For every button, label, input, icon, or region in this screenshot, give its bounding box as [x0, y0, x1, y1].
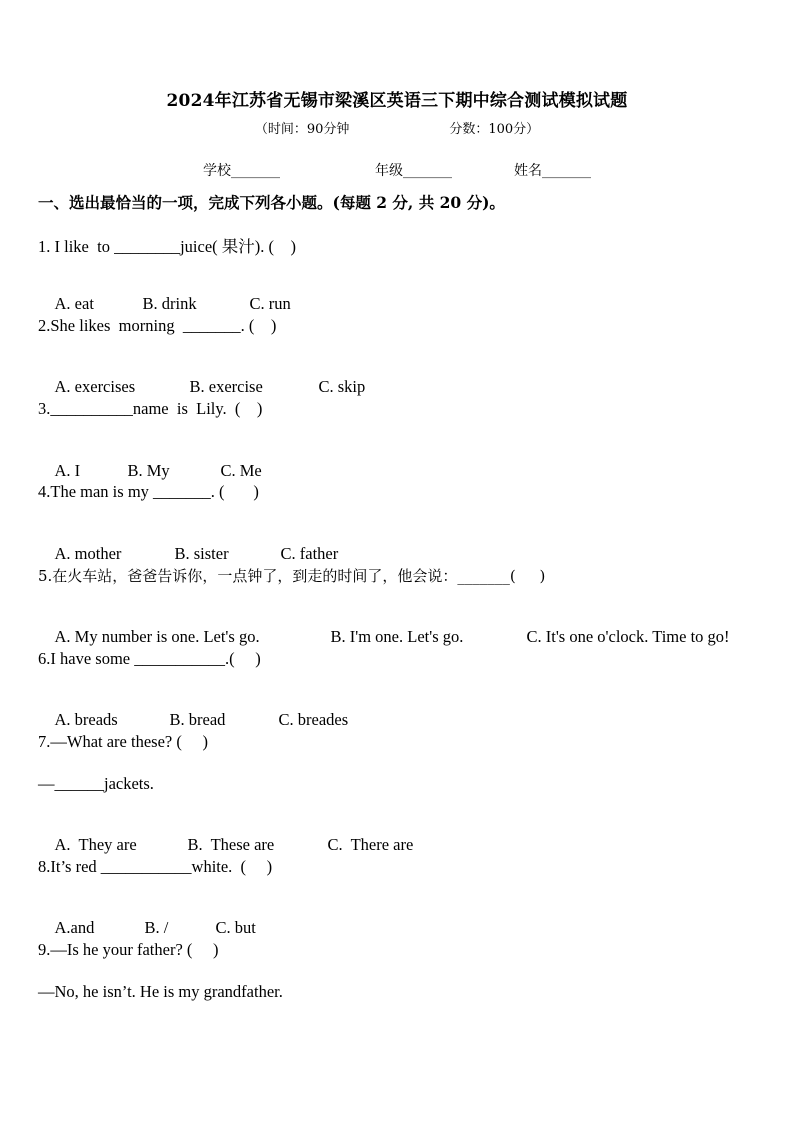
- option-b: B. exercise: [189, 377, 263, 396]
- option-c: C. father: [280, 544, 339, 563]
- option-b: B. drink: [142, 294, 197, 313]
- option-c: C. run: [249, 294, 291, 313]
- exam-meta: [0, 118, 794, 137]
- option-a: A. mother: [54, 544, 122, 563]
- school-field: 学校_______: [203, 163, 280, 179]
- question-stem: 9.—Is he your father? ( ): [38, 940, 219, 959]
- question-stem: 3.__________name is Lily. ( ): [38, 399, 263, 418]
- option-a: A.and: [54, 918, 95, 937]
- grade-field: 年级_______: [375, 163, 452, 179]
- name-field: 姓名_______: [514, 163, 591, 179]
- section-heading: 一、选出最恰当的一项，完成下列各小题。(每题 2 分, 共 20 分)。: [38, 193, 505, 212]
- option-c: C. skip: [318, 377, 366, 396]
- exam-score: 分数：100分）: [449, 122, 540, 137]
- option-b: B. These are: [187, 835, 275, 854]
- question-extra: —______jackets.: [38, 774, 154, 793]
- option-c: C. There are: [327, 835, 414, 854]
- page-title: 2024年江苏省无锡市梁溪区英语三下期中综合测试模拟试题: [166, 91, 628, 111]
- option-a: A. My number is one. Let's go.: [54, 627, 260, 646]
- question-stem: 1. I like to ________juice( 果汁). ( ): [38, 237, 296, 256]
- option-c: C. but: [215, 918, 256, 937]
- option-b: B. /: [144, 918, 169, 937]
- question-stem: 7.—What are these? ( ): [38, 732, 208, 751]
- exam-time: （时间：90分钟: [254, 122, 350, 137]
- option-a: A. eat: [54, 294, 94, 313]
- option-b: B. sister: [174, 544, 229, 563]
- option-b: B. My: [127, 461, 170, 480]
- question-stem: 6.I have some ___________.( ): [38, 649, 261, 668]
- option-a: A. I: [54, 461, 81, 480]
- student-info: [0, 160, 794, 180]
- question-extra: —No, he isn’t. He is my grandfather.: [38, 982, 283, 1001]
- option-b: B. bread: [169, 710, 226, 729]
- option-c: C. Me: [220, 461, 262, 480]
- question-stem: 2.She likes morning _______. ( ): [38, 316, 277, 335]
- option-a: A. They are: [54, 835, 137, 854]
- option-b: B. I'm one. Let's go.: [330, 627, 464, 646]
- question-stem: 4.The man is my _______. ( ): [38, 482, 259, 501]
- option-c: C. It's one o'clock. Time to go!: [526, 627, 730, 646]
- option-a: A. breads: [54, 710, 118, 729]
- option-a: A. exercises: [54, 377, 136, 396]
- question-stem: 8.It’s red ___________white. ( ): [38, 857, 273, 876]
- option-c: C. breades: [278, 710, 349, 729]
- question-stem: 5.在火车站，爸爸告诉你，一点钟了，到走的时间了，他会说：_______( ): [38, 567, 546, 585]
